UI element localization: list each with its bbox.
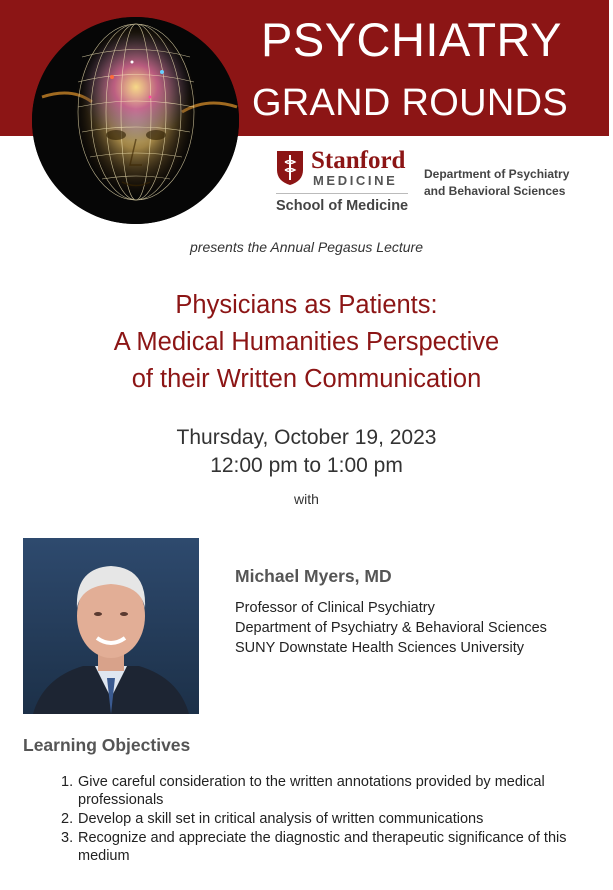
talk-title-line: Physicians as Patients: [175,291,438,319]
stanford-wordmark: Stanford [311,147,406,174]
department-line1: Department of Psychiatry [424,167,570,181]
school-of-medicine-label: School of Medicine [276,198,409,214]
objective-text: Recognize and appreciate the diagnostic and therapeutic significance of this medium [78,830,567,864]
department-line2: and Behavioral Sciences [424,184,566,198]
objective-item [61,829,588,865]
speaker-photo [23,538,199,714]
stanford-shield-icon [276,150,304,186]
objective-item [61,773,588,809]
objectives-list [61,773,588,866]
speaker-affiliation-line: Professor of Clinical Psychiatry [235,600,435,616]
with-label: with [294,491,319,507]
objective-text: Give careful consideration to the written annotations provided by medical professionals [78,774,545,808]
banner-title-line1: PSYCHIATRY [261,13,562,66]
speaker-affiliation-line: Department of Psychiatry & Behavioral Sciences [235,620,547,636]
objective-item [61,810,588,828]
speaker-affiliations [235,598,547,658]
speaker-affiliation-line: SUNY Downstate Health Sciences University [235,640,525,656]
department-label [424,166,594,200]
objective-number: 1. [61,774,74,790]
event-datetime [0,424,613,480]
objective-number: 3. [61,830,74,846]
talk-title-line: A Medical Humanities Perspective [113,328,500,356]
speaker-name: Michael Myers, MD [235,566,392,586]
objectives-heading: Learning Objectives [23,735,191,755]
banner-title-line2: GRAND ROUNDS [251,82,568,124]
event-date: Thursday, October 19, 2023 [176,426,437,449]
talk-title-line: of their Written Communication [131,365,482,393]
presents-line: presents the Annual Pegasus Lecture [190,239,423,255]
event-time: 12:00 pm to 1:00 pm [210,454,403,477]
talk-title [0,287,613,398]
medicine-wordmark: MEDICINE [313,173,398,188]
objective-text: Develop a skill set in critical analysis of written communications [78,811,484,827]
digital-head-image [32,17,239,224]
logo-divider [276,193,408,194]
objective-number: 2. [61,811,74,827]
